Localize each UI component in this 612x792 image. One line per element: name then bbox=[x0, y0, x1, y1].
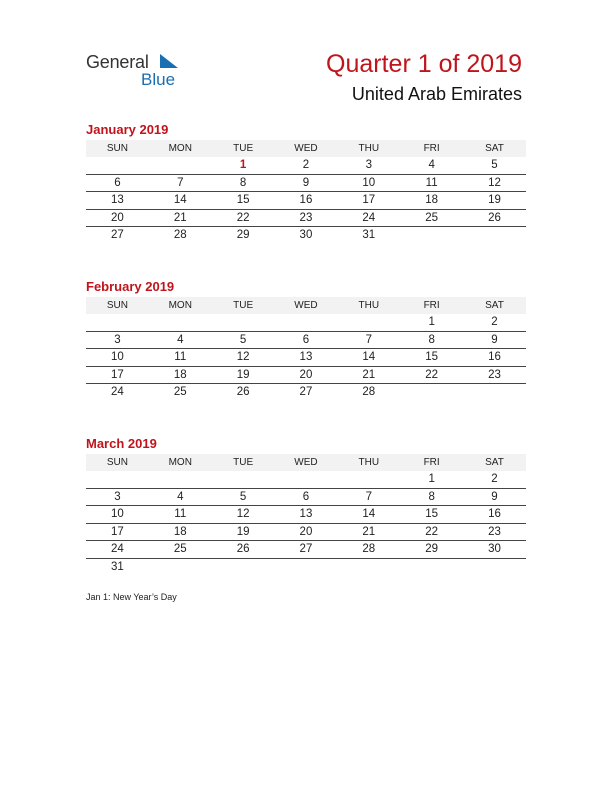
day-cell: 15 bbox=[425, 508, 439, 520]
day-cell: 7 bbox=[365, 333, 372, 346]
weekday-label: WED bbox=[294, 457, 318, 468]
weekday-label: SUN bbox=[106, 143, 128, 154]
day-cell: 3 bbox=[114, 490, 121, 503]
day-cell: 7 bbox=[365, 490, 372, 503]
day-cell: 24 bbox=[111, 543, 124, 555]
day-cell: 6 bbox=[302, 490, 310, 503]
day-cell: 10 bbox=[111, 351, 124, 363]
day-cell: 22 bbox=[425, 525, 439, 538]
day-cell: 26 bbox=[488, 211, 501, 224]
weekday-label: SAT bbox=[485, 457, 504, 468]
weekday-label: SAT bbox=[485, 300, 504, 311]
page-title: Quarter 1 of 2019 bbox=[326, 50, 522, 78]
weekday-header bbox=[86, 297, 526, 314]
logo bbox=[86, 52, 196, 92]
day-cell: 15 bbox=[236, 194, 250, 206]
week-row bbox=[86, 314, 526, 332]
week-row bbox=[86, 192, 526, 210]
weekday-label: WED bbox=[294, 143, 318, 154]
holiday-note: Jan 1: New Year’s Day bbox=[86, 592, 177, 602]
empty-cell bbox=[337, 314, 400, 331]
day-cell: 30 bbox=[488, 543, 501, 555]
day-cell: 21 bbox=[173, 211, 187, 224]
empty-cell bbox=[212, 559, 275, 577]
empty-cell bbox=[463, 384, 526, 402]
day-cell: 1 bbox=[428, 316, 435, 328]
weekday-label: MON bbox=[168, 300, 192, 311]
day-cell: 10 bbox=[362, 176, 376, 189]
empty-cell bbox=[212, 314, 275, 331]
empty-cell bbox=[337, 559, 400, 577]
day-cell: 25 bbox=[425, 211, 439, 224]
week-row bbox=[86, 157, 526, 175]
weekday-label: FRI bbox=[423, 143, 440, 154]
day-cell: 17 bbox=[362, 194, 376, 206]
month-title: March 2019 bbox=[86, 436, 157, 451]
day-cell: 11 bbox=[425, 176, 438, 189]
day-cell: 29 bbox=[236, 229, 250, 241]
empty-cell bbox=[337, 471, 400, 488]
day-cell: 20 bbox=[299, 525, 313, 538]
weekday-label: TUE bbox=[233, 457, 254, 468]
week-row bbox=[86, 227, 526, 245]
weekday-label: SUN bbox=[106, 457, 128, 468]
empty-cell bbox=[275, 559, 338, 577]
day-cell: 5 bbox=[239, 333, 247, 346]
month-title: January 2019 bbox=[86, 122, 169, 137]
weekday-label: FRI bbox=[423, 457, 440, 468]
weekday-label: THU bbox=[358, 457, 380, 468]
weekday-label: MON bbox=[168, 143, 192, 154]
day-cell: 6 bbox=[302, 333, 310, 346]
day-cell: 13 bbox=[111, 194, 124, 206]
day-cell: 8 bbox=[239, 176, 247, 189]
day-cell: 19 bbox=[488, 194, 501, 206]
day-cell: 11 bbox=[174, 351, 187, 363]
weekday-label: WED bbox=[294, 300, 318, 311]
day-cell: 23 bbox=[299, 211, 313, 224]
day-cell: 31 bbox=[362, 229, 376, 241]
day-cell: 5 bbox=[491, 159, 498, 171]
month-block bbox=[86, 122, 526, 245]
day-cell: 22 bbox=[425, 368, 439, 381]
empty-cell bbox=[400, 384, 463, 402]
day-cell: 9 bbox=[302, 176, 310, 189]
day-cell: 30 bbox=[299, 229, 313, 241]
day-cell: 28 bbox=[362, 386, 376, 398]
day-cell: 14 bbox=[362, 508, 376, 520]
day-cell: 20 bbox=[111, 211, 124, 224]
empty-cell bbox=[212, 471, 275, 488]
day-cell: 9 bbox=[491, 490, 498, 503]
month-block bbox=[86, 436, 526, 576]
day-cell: 11 bbox=[174, 508, 187, 520]
day-cell: 14 bbox=[362, 351, 376, 363]
day-cell: 13 bbox=[299, 508, 313, 520]
day-cell: 26 bbox=[236, 543, 250, 555]
empty-cell bbox=[400, 227, 463, 245]
day-cell: 8 bbox=[428, 333, 435, 346]
weekday-header bbox=[86, 140, 526, 157]
day-cell: 6 bbox=[114, 176, 121, 189]
day-cell: 18 bbox=[425, 194, 439, 206]
day-cell: 15 bbox=[425, 351, 439, 363]
logo-general-text: General bbox=[86, 52, 149, 72]
weekday-label: TUE bbox=[233, 300, 254, 311]
empty-cell bbox=[86, 314, 149, 331]
day-cell: 28 bbox=[173, 229, 187, 241]
day-cell: 2 bbox=[491, 316, 498, 328]
week-row bbox=[86, 506, 526, 524]
empty-cell bbox=[275, 471, 338, 488]
empty-cell bbox=[463, 227, 526, 245]
empty-cell bbox=[400, 559, 463, 577]
weekday-label: FRI bbox=[423, 300, 440, 311]
day-cell: 16 bbox=[488, 351, 501, 363]
week-row bbox=[86, 384, 526, 402]
day-cell: 16 bbox=[299, 194, 313, 206]
weekday-label: SUN bbox=[106, 300, 128, 311]
day-cell: 7 bbox=[177, 176, 184, 189]
day-cell: 3 bbox=[365, 159, 372, 171]
week-row bbox=[86, 332, 526, 350]
day-cell: 20 bbox=[299, 368, 313, 381]
weekday-label: TUE bbox=[233, 143, 254, 154]
week-row bbox=[86, 349, 526, 367]
day-cell: 5 bbox=[239, 490, 247, 503]
day-cell: 16 bbox=[488, 508, 501, 520]
day-cell: 9 bbox=[491, 333, 498, 346]
day-cell: 2 bbox=[302, 159, 310, 171]
day-cell: 17 bbox=[111, 525, 124, 538]
logo-triangle-icon bbox=[160, 54, 178, 68]
day-cell: 1 bbox=[428, 473, 435, 485]
empty-cell bbox=[149, 157, 212, 174]
week-row bbox=[86, 524, 526, 542]
day-cell: 24 bbox=[111, 386, 124, 398]
country-name: United Arab Emirates bbox=[351, 84, 522, 104]
day-cell: 28 bbox=[362, 543, 376, 555]
month-title: February 2019 bbox=[86, 279, 175, 294]
day-cell: 4 bbox=[177, 333, 184, 346]
day-cell: 31 bbox=[111, 560, 124, 573]
empty-cell bbox=[86, 471, 149, 488]
empty-cell bbox=[463, 559, 526, 577]
day-cell: 10 bbox=[111, 508, 124, 520]
day-cell: 21 bbox=[362, 368, 376, 381]
day-cell: 12 bbox=[488, 176, 501, 189]
day-cell: 14 bbox=[173, 194, 187, 206]
day-cell: 19 bbox=[236, 525, 250, 538]
day-cell: 4 bbox=[428, 159, 435, 171]
day-cell: 12 bbox=[236, 351, 250, 363]
week-row bbox=[86, 559, 526, 577]
day-cell: 17 bbox=[111, 368, 124, 381]
day-cell: 25 bbox=[173, 386, 187, 398]
week-row bbox=[86, 471, 526, 489]
day-cell: 29 bbox=[425, 543, 439, 555]
day-cell: 8 bbox=[428, 490, 435, 503]
logo-blue-text: Blue bbox=[141, 70, 176, 89]
weekday-label: SAT bbox=[485, 143, 504, 154]
empty-cell bbox=[86, 157, 149, 174]
month-block bbox=[86, 279, 526, 402]
day-cell: 19 bbox=[236, 368, 250, 381]
empty-cell bbox=[149, 471, 212, 488]
day-cell: 24 bbox=[362, 211, 376, 224]
day-cell: 26 bbox=[236, 386, 250, 398]
day-cell: 3 bbox=[114, 333, 121, 346]
empty-cell bbox=[149, 559, 212, 577]
week-row bbox=[86, 541, 526, 559]
day-cell: 21 bbox=[362, 525, 376, 538]
weekday-label: MON bbox=[168, 457, 192, 468]
week-row bbox=[86, 489, 526, 507]
day-cell: 27 bbox=[299, 543, 313, 555]
day-cell: 13 bbox=[299, 351, 313, 363]
day-cell: 27 bbox=[111, 229, 124, 241]
day-cell: 18 bbox=[173, 368, 187, 381]
day-cell: 27 bbox=[299, 386, 313, 398]
day-cell: 4 bbox=[177, 490, 184, 503]
day-cell: 22 bbox=[236, 211, 250, 224]
week-row bbox=[86, 210, 526, 228]
week-row bbox=[86, 367, 526, 385]
empty-cell bbox=[275, 314, 338, 331]
day-cell: 23 bbox=[488, 525, 501, 538]
weekday-label: THU bbox=[358, 300, 380, 311]
day-cell: 12 bbox=[236, 508, 250, 520]
day-cell: 25 bbox=[173, 543, 187, 555]
weekday-header bbox=[86, 454, 526, 471]
weekday-label: THU bbox=[358, 143, 380, 154]
day-cell: 2 bbox=[491, 473, 498, 485]
week-row bbox=[86, 175, 526, 193]
day-cell: 23 bbox=[488, 368, 501, 381]
empty-cell bbox=[149, 314, 212, 331]
day-cell: 1 bbox=[239, 159, 247, 171]
day-cell: 18 bbox=[173, 525, 187, 538]
